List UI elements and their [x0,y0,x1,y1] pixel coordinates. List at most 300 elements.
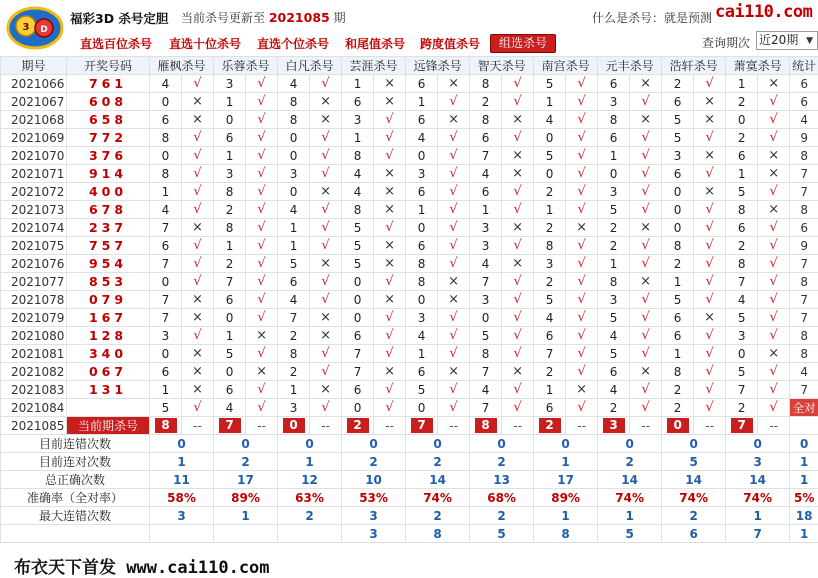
pending-dash: -- [438,417,470,435]
column-header: 白凡杀号 [278,57,342,75]
kill-number-cell: 6 [662,93,694,111]
kill-number-cell: 7 [470,399,502,417]
correct-check-icon: √ [566,327,598,345]
nav-tens-kill[interactable]: 直选十位杀号 [169,35,241,52]
update-status [181,9,346,26]
kill-number-cell: 0 [406,399,438,417]
period-cell: 2021078 [1,291,67,309]
kill-number-cell: 7 [726,381,758,399]
kill-number-cell: 5 [598,309,630,327]
correct-check-icon: √ [566,147,598,165]
stats-label: 目前连错次数 [1,435,150,453]
winning-number-cell: 340 [67,345,150,363]
pending-dash: -- [182,417,214,435]
correct-check-icon: √ [502,309,534,327]
pending-dash: -- [758,417,790,435]
correct-check-icon: √ [566,93,598,111]
correct-check-icon: √ [374,219,406,237]
kill-number-cell: 4 [342,183,374,201]
kill-number-cell: 4 [534,111,566,129]
table-row [1,291,818,309]
wrong-cross-icon: × [374,255,406,273]
correct-check-icon: √ [694,201,726,219]
correct-check-icon: √ [246,93,278,111]
correct-check-icon: √ [310,147,342,165]
stats-value: 3 [342,507,406,525]
wrong-cross-icon: × [310,111,342,129]
kill-number-cell: 3 [726,327,758,345]
correct-check-icon: √ [246,111,278,129]
pending-dash: -- [310,417,342,435]
current-total-cell [790,417,818,435]
what-is-kill-text: 什么是杀号：就是预测 [592,9,712,26]
correct-check-icon: √ [694,219,726,237]
kill-number-cell: 0 [406,219,438,237]
kill-number-cell: 4 [470,165,502,183]
column-header: 萧寞杀号 [726,57,790,75]
kill-number-cell: 1 [150,183,182,201]
kill-number-cell: 3 [470,219,502,237]
table-row [1,165,818,183]
kill-number-cell: 8 [278,111,310,129]
row-total-cell: 6 [790,75,818,93]
wrong-cross-icon: × [758,345,790,363]
kill-number-cell: 4 [598,381,630,399]
kill-number-cell: 0 [150,345,182,363]
wrong-cross-icon: × [502,363,534,381]
kill-number-cell: 7 [150,309,182,327]
winning-number-cell [67,399,150,417]
column-header: 雁枫杀号 [150,57,214,75]
row-total-cell: 4 [790,363,818,381]
wrong-cross-icon: × [502,111,534,129]
kill-number-cell: 2 [662,399,694,417]
correct-check-icon: √ [758,93,790,111]
logo-icon [6,2,64,52]
stats-value: 0 [150,435,214,453]
correct-check-icon: √ [758,327,790,345]
correct-check-icon: √ [758,381,790,399]
winning-number-cell: 954 [67,255,150,273]
kill-number-cell: 3 [406,165,438,183]
wrong-cross-icon: × [758,75,790,93]
kill-number-cell: 8 [662,237,694,255]
kill-number-cell: 2 [726,93,758,111]
table-row [1,129,818,147]
nav-units-kill[interactable]: 直选个位杀号 [257,35,329,52]
kill-number-cell: 8 [598,111,630,129]
kill-number-cell: 2 [598,219,630,237]
stats-value: 3 [150,507,214,525]
wrong-cross-icon: × [438,111,470,129]
kill-number-cell: 1 [278,237,310,255]
stats-total: 1 [790,471,818,489]
svg-text:3: 3 [23,22,30,33]
correct-check-icon: √ [566,399,598,417]
period-cell: 2021072 [1,183,67,201]
stats-total: 18 [790,507,818,525]
kill-number-cell: 6 [406,75,438,93]
correct-check-icon: √ [438,219,470,237]
kill-number-cell: 3 [214,165,246,183]
winning-number-cell: 128 [67,327,150,345]
wrong-cross-icon: × [758,165,790,183]
kill-number-cell: 5 [726,363,758,381]
kill-number-cell: 6 [598,363,630,381]
stats-value: 0 [598,435,662,453]
kill-number-cell: 0 [470,309,502,327]
kill-number-cell: 4 [278,75,310,93]
correct-check-icon: √ [630,291,662,309]
stats-value: 74% [406,489,470,507]
correct-check-icon: √ [246,75,278,93]
stats-value: 10 [342,471,406,489]
kill-number-cell: 0 [598,165,630,183]
stats-value: 11 [150,471,214,489]
column-header: 统计 [790,57,818,75]
site-domain-link[interactable]: cai110.com [715,2,812,22]
current-kill-value: 3 [603,418,625,433]
kill-number-cell: 6 [214,129,246,147]
period-cell: 2021074 [1,219,67,237]
kill-number-cell: 0 [342,399,374,417]
correct-check-icon: √ [182,237,214,255]
stats-label: 最大连错次数 [1,507,150,525]
kill-number-cell: 8 [342,201,374,219]
stats-value: 13 [470,471,534,489]
wrong-cross-icon: × [374,165,406,183]
query-period-label: 查询期次 [702,34,750,51]
stats-row [1,507,818,525]
kill-number-cell: 7 [214,273,246,291]
pending-dash: -- [374,417,406,435]
correct-check-icon: √ [374,129,406,147]
correct-check-icon: √ [310,75,342,93]
current-kill-badge [534,417,566,435]
period-cell: 2021073 [1,201,67,219]
wrong-cross-icon: × [694,93,726,111]
stats-value: 14 [662,471,726,489]
wrong-cross-icon: × [438,291,470,309]
wrong-cross-icon: × [502,219,534,237]
kill-number-cell: 5 [470,327,502,345]
kill-number-cell: 5 [342,237,374,255]
kill-number-cell: 1 [214,237,246,255]
correct-check-icon: √ [694,273,726,291]
current-kill-label: 当前期杀号 [67,417,150,435]
column-header: 南宫杀号 [534,57,598,75]
winning-number-cell: 400 [67,183,150,201]
kill-number-cell: 1 [534,381,566,399]
correct-check-icon: √ [694,327,726,345]
stats-value: 5 [598,525,662,543]
kill-number-cell: 6 [598,129,630,147]
current-kill-badge [214,417,246,435]
kill-number-cell: 6 [406,111,438,129]
stats-value: 89% [534,489,598,507]
row-total-cell: 4 [790,111,818,129]
wrong-cross-icon: × [694,147,726,165]
stats-total: 1 [790,525,818,543]
kill-number-cell: 8 [534,237,566,255]
kill-number-cell: 5 [662,291,694,309]
winning-number-cell: 376 [67,147,150,165]
stats-value: 1 [278,453,342,471]
kill-number-cell: 7 [150,291,182,309]
correct-check-icon: √ [438,165,470,183]
row-total-cell: 9 [790,129,818,147]
kill-number-cell: 0 [662,201,694,219]
correct-check-icon: √ [246,399,278,417]
kill-number-cell: 4 [470,255,502,273]
kill-number-cell: 0 [278,183,310,201]
correct-check-icon: √ [758,129,790,147]
correct-check-icon: √ [758,111,790,129]
kill-number-cell: 7 [150,219,182,237]
kill-number-cell: 2 [726,237,758,255]
wrong-cross-icon: × [374,201,406,219]
correct-check-icon: √ [182,255,214,273]
kill-number-cell: 3 [598,93,630,111]
correct-check-icon: √ [182,75,214,93]
winning-number-cell: 761 [67,75,150,93]
kill-number-cell: 1 [214,147,246,165]
kill-number-cell: 5 [406,381,438,399]
kill-number-cell: 2 [278,327,310,345]
table-row [1,327,818,345]
wrong-cross-icon: × [374,75,406,93]
kill-number-cell: 8 [726,255,758,273]
kill-number-cell: 6 [406,183,438,201]
stats-value: 2 [214,453,278,471]
query-period-select[interactable] [756,31,818,50]
winning-number-cell: 067 [67,363,150,381]
correct-check-icon: √ [502,381,534,399]
stats-value: 12 [278,471,342,489]
correct-check-icon: √ [630,345,662,363]
current-kill-badge [406,417,438,435]
kill-number-cell: 6 [342,381,374,399]
stats-value: 2 [470,507,534,525]
kill-number-cell: 2 [662,75,694,93]
stats-value: 0 [470,435,534,453]
wrong-cross-icon: × [374,183,406,201]
correct-check-icon: √ [566,75,598,93]
correct-check-icon: √ [630,201,662,219]
correct-check-icon: √ [246,255,278,273]
pending-dash: -- [630,417,662,435]
correct-check-icon: √ [566,111,598,129]
kill-number-cell: 7 [470,273,502,291]
kill-number-cell: 1 [214,327,246,345]
current-kill-badge [342,417,374,435]
period-cell: 2021075 [1,237,67,255]
kill-number-cell: 0 [406,291,438,309]
correct-check-icon: √ [566,183,598,201]
kill-number-cell: 2 [534,273,566,291]
correct-check-icon: √ [630,309,662,327]
kill-number-cell: 3 [662,147,694,165]
column-header: 智天杀号 [470,57,534,75]
row-total-cell: 7 [790,183,818,201]
correct-check-icon: √ [246,381,278,399]
stats-row [1,525,818,543]
correct-check-icon: √ [758,399,790,417]
correct-check-icon: √ [246,147,278,165]
kill-number-cell: 6 [342,327,374,345]
winning-number-cell: 237 [67,219,150,237]
correct-check-icon: √ [566,291,598,309]
table-row [1,183,818,201]
correct-check-icon: √ [182,147,214,165]
kill-number-cell: 0 [342,309,374,327]
stats-value [150,525,214,543]
kill-number-cell: 6 [470,129,502,147]
stats-total: 1 [790,453,818,471]
kill-number-cell: 5 [662,129,694,147]
correct-check-icon: √ [758,291,790,309]
stats-value: 0 [278,435,342,453]
correct-check-icon: √ [502,75,534,93]
kill-number-cell: 0 [278,129,310,147]
wrong-cross-icon: × [310,255,342,273]
kill-number-cell: 6 [470,183,502,201]
correct-check-icon: √ [374,309,406,327]
kill-number-cell: 2 [214,201,246,219]
kill-number-cell: 4 [150,201,182,219]
correct-check-icon: √ [246,237,278,255]
current-kill-value: 8 [475,418,497,433]
nav-hundreds-kill[interactable]: 直选百位杀号 [80,35,152,52]
kill-number-cell: 3 [342,111,374,129]
kill-number-cell: 4 [150,75,182,93]
table-row [1,111,818,129]
kill-number-cell: 1 [278,381,310,399]
kill-number-cell: 3 [470,237,502,255]
kill-number-cell: 7 [470,147,502,165]
kill-number-cell: 5 [726,309,758,327]
wrong-cross-icon: × [182,111,214,129]
stats-value: 53% [342,489,406,507]
wrong-cross-icon: × [438,363,470,381]
correct-check-icon: √ [246,183,278,201]
nav-group-kill-button[interactable]: 组选杀号 [490,34,556,53]
kill-number-cell: 3 [214,75,246,93]
stats-value: 3 [726,453,790,471]
kill-number-cell: 4 [278,291,310,309]
stats-value: 14 [726,471,790,489]
correct-check-icon: √ [310,237,342,255]
stats-value: 2 [406,507,470,525]
stats-value: 2 [662,507,726,525]
kill-number-table [0,56,818,543]
stats-value: 58% [150,489,214,507]
correct-check-icon: √ [694,75,726,93]
pending-dash: -- [694,417,726,435]
nav-sum-tail-kill[interactable]: 和尾值杀号 [345,35,405,52]
kill-number-cell: 3 [406,309,438,327]
kill-number-cell: 1 [726,75,758,93]
correct-check-icon: √ [694,237,726,255]
correct-check-icon: √ [630,129,662,147]
period-cell: 2021084 [1,399,67,417]
period-cell: 2021079 [1,309,67,327]
period-cell: 2021082 [1,363,67,381]
correct-check-icon: √ [246,309,278,327]
kill-number-cell: 8 [470,75,502,93]
nav-span-kill[interactable]: 跨度值杀号 [420,35,480,52]
update-suffix: 期 [334,11,346,25]
wrong-cross-icon: × [758,201,790,219]
wrong-cross-icon: × [374,363,406,381]
kill-number-cell: 1 [726,165,758,183]
correct-check-icon: √ [182,129,214,147]
pending-dash: -- [566,417,598,435]
kill-number-cell: 2 [726,399,758,417]
kill-number-cell: 4 [470,381,502,399]
correct-check-icon: √ [438,327,470,345]
wrong-cross-icon: × [246,363,278,381]
kill-number-cell: 4 [342,165,374,183]
correct-check-icon: √ [374,111,406,129]
correct-check-icon: √ [630,93,662,111]
correct-check-icon: √ [694,363,726,381]
stats-label: 总正确次数 [1,471,150,489]
svg-text:D: D [40,25,47,35]
stats-total: 0 [790,435,818,453]
correct-check-icon: √ [310,345,342,363]
kill-number-cell: 8 [470,111,502,129]
correct-check-icon: √ [566,345,598,363]
stats-value: 68% [470,489,534,507]
correct-check-icon: √ [566,255,598,273]
period-cell: 2021068 [1,111,67,129]
stats-value: 8 [534,525,598,543]
stats-value: 17 [214,471,278,489]
correct-check-icon: √ [246,345,278,363]
correct-check-icon: √ [182,165,214,183]
kill-number-cell: 2 [598,399,630,417]
kill-number-cell: 5 [214,345,246,363]
row-total-cell: 6 [790,219,818,237]
stats-value: 2 [278,507,342,525]
correct-check-icon: √ [758,237,790,255]
kill-number-cell: 6 [214,381,246,399]
kill-number-cell: 0 [534,129,566,147]
stats-value: 1 [598,507,662,525]
kill-number-cell: 8 [214,183,246,201]
correct-check-icon: √ [374,327,406,345]
correct-check-icon: √ [310,363,342,381]
correct-check-icon: √ [374,381,406,399]
kill-number-cell: 0 [342,291,374,309]
correct-check-icon: √ [246,273,278,291]
table-row [1,147,818,165]
correct-check-icon: √ [374,345,406,363]
correct-check-icon: √ [630,327,662,345]
correct-check-icon: √ [758,309,790,327]
wrong-cross-icon: × [182,93,214,111]
correct-check-icon: √ [502,237,534,255]
current-kill-value: 2 [347,418,369,433]
correct-check-icon: √ [438,255,470,273]
kill-number-cell: 6 [598,75,630,93]
kill-number-cell: 6 [150,363,182,381]
kill-number-cell: 1 [406,201,438,219]
stats-row [1,453,818,471]
wrong-cross-icon: × [694,183,726,201]
wrong-cross-icon: × [310,309,342,327]
